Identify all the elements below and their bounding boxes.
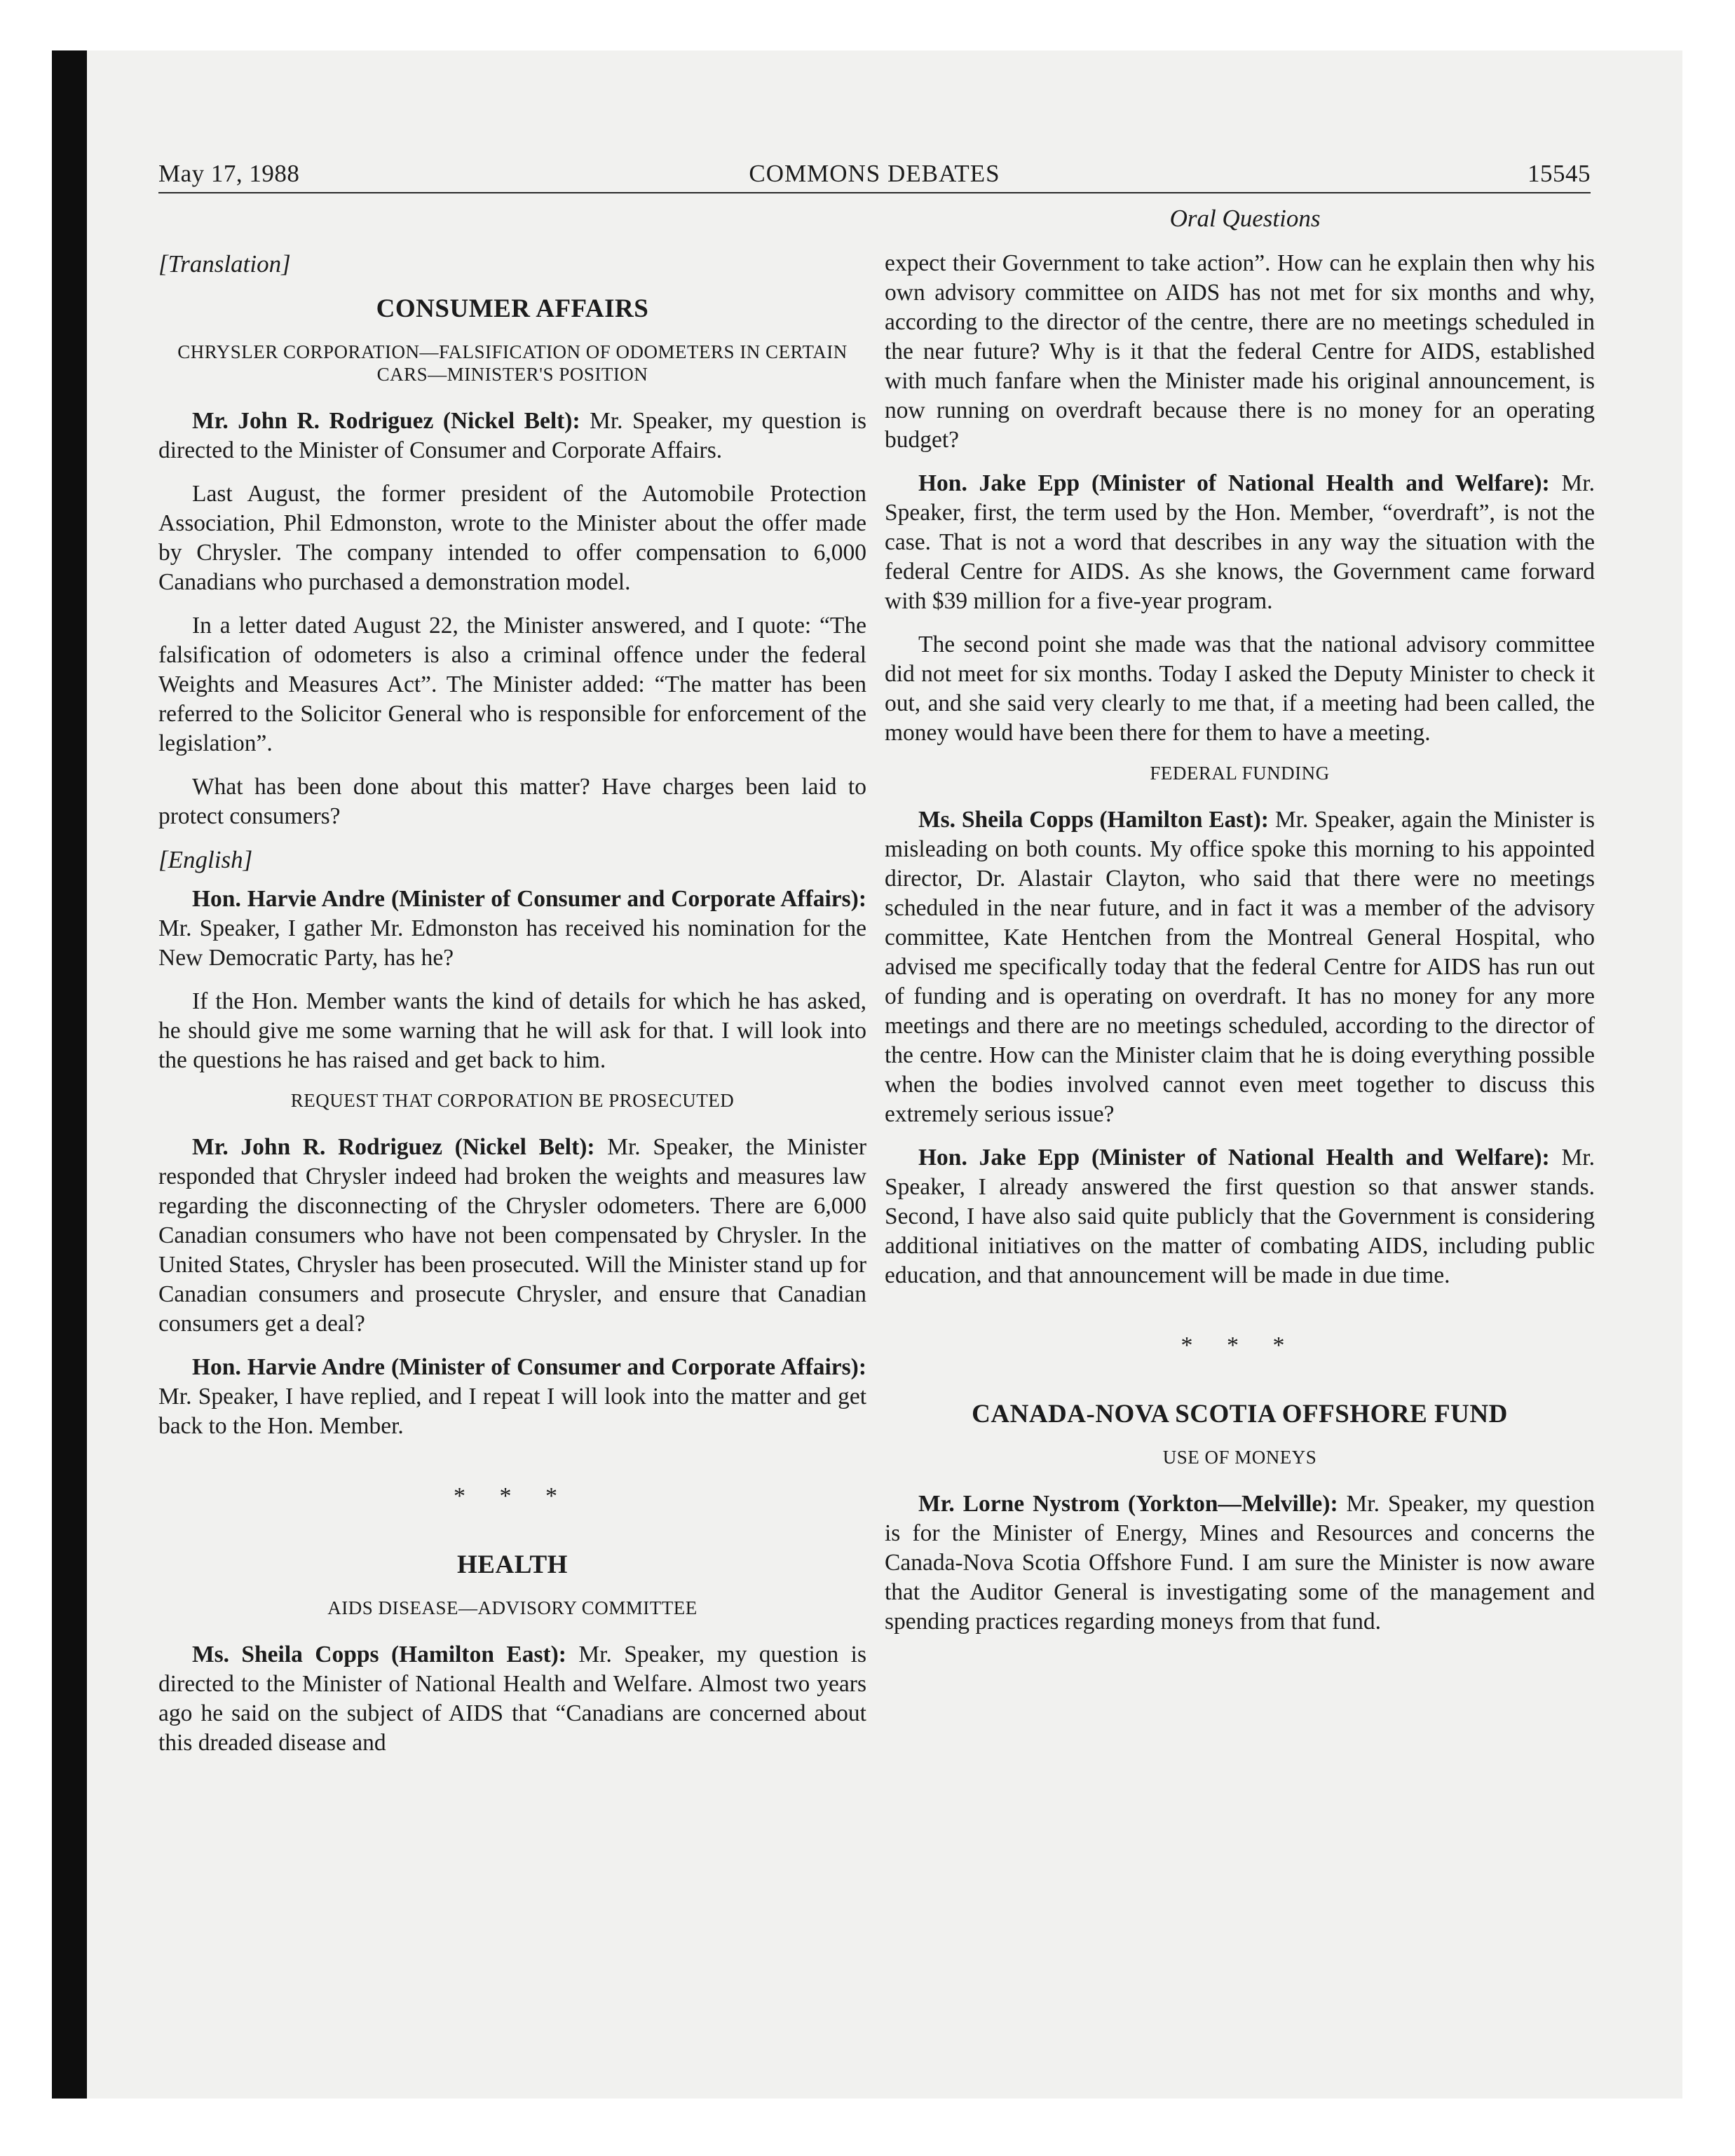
speaker-name: Hon. Harvie Andre (Minister of Consumer and Corporate Affairs): — [192, 886, 866, 912]
speaker-name: Mr. John R. Rodriguez (Nickel Belt): — [192, 408, 580, 434]
paragraph: What has been done about this matter? Have charges been laid to protect consumers? — [158, 774, 866, 829]
paragraph: expect their Government to take action”. How can he explain then why his own advisory committee on AIDS has not met for six months and why, according to the director of the centre, there are no meetings scheduled in the near future? Why is it that the federal Centre for AIDS, established with much fanfare when the Minister made his original announcement, is now running on overdraft because there is no money for an operating budget? — [885, 250, 1595, 453]
heading-offshore-fund: CANADA-NOVA SCOTIA OFFSHORE FUND — [972, 1400, 1508, 1428]
section-separator: * * * — [1181, 1332, 1299, 1358]
paragraph — [885, 469, 1595, 616]
speaker-name: Hon. Harvie Andre (Minister of Consumer and Corporate Affairs): — [192, 1354, 866, 1380]
paragraph — [885, 1489, 1595, 1637]
header-date: May 17, 1988 — [158, 160, 300, 187]
speech-text: Mr. Speaker, I gather Mr. Edmonston has received his nomination for the New Democratic Party, has he? — [158, 915, 866, 971]
speech-text: Mr. Speaker, first, the term used by the Hon. Member, “overdraft”, is not the case. That is not a word that describes in any way the situation with the federal Centre for AIDS. As she knows, the Government came forward with $39 million for a five-year program. — [885, 470, 1595, 614]
subheading-federal-funding: FEDERAL FUNDING — [1150, 763, 1330, 784]
speaker-name: Ms. Sheila Copps (Hamilton East): — [918, 807, 1269, 833]
right-column — [885, 249, 1595, 1651]
speech-text: Mr. Speaker, my question is directed to the Minister of Consumer and Corporate Affairs. — [158, 408, 866, 463]
page-number: 15545 — [1528, 160, 1591, 187]
subheading-use-of-moneys: USE OF MONEYS — [1162, 1447, 1317, 1468]
subheading-prosecution: REQUEST THAT CORPORATION BE PROSECUTED — [290, 1090, 735, 1111]
translation-note: [Translation] — [158, 250, 291, 278]
english-note: [English] — [158, 846, 253, 873]
speaker-name: Hon. Jake Epp (Minister of National Health and Welfare): — [918, 1145, 1550, 1171]
paragraph: Last August, the former president of the Automobile Protection Association, Phil Edmonston, wrote to the Minister about the offer made by Chrysler. The company intended to offer compensation to 6,000 Canadians who purchased a demonstration model. — [158, 481, 866, 595]
speech-text: Mr. Speaker, again the Minister is misleading on both counts. My office spoke this morning to his appointed director, Dr. Alastair Clayton, who said that there were no meetings scheduled in the near future, and in fact it was a member of the advisory committee, Kate Hentchen from the Montreal General Hospital, who advised me specifically today that the federal Centre for AIDS has run out of funding and is operating on overdraft. It has no money for any more meetings and there are no meetings scheduled, according to the director of the centre. How can the Minister claim that he is doing everything possible when the bodies involved cannot even meet together to discuss this extremely serious issue? — [885, 807, 1595, 1127]
heading-consumer-affairs: CONSUMER AFFAIRS — [376, 294, 649, 323]
speaker-name: Mr. John R. Rodriguez (Nickel Belt): — [192, 1134, 595, 1160]
page-header — [158, 156, 1591, 193]
paragraph — [885, 805, 1595, 1129]
header-title: COMMONS DEBATES — [749, 160, 1000, 187]
section-separator: * * * — [454, 1483, 571, 1509]
paragraph — [885, 1143, 1595, 1290]
scan-edge — [52, 50, 87, 2099]
heading-health: HEALTH — [457, 1550, 568, 1579]
section-label: Oral Questions — [1169, 205, 1321, 232]
subheading-chrysler: CHRYSLER CORPORATION—FALSIFICATION OF ODOMETERS IN CERTAIN CARS—MINISTER'S POSITION — [177, 341, 848, 385]
speech-text: Mr. Speaker, my question is for the Minister of Energy, Mines and Resources and concerns the Canada-Nova Scotia Offshore Fund. I am sure the Minister is now aware that the Auditor General is investigating some of the management and spending practices regarding moneys from that fund. — [885, 1491, 1595, 1635]
paragraph — [158, 1640, 866, 1758]
paragraph — [158, 885, 866, 973]
speech-text: Mr. Speaker, I have replied, and I repeat I will look into the matter and get back to the Hon. Member. — [158, 1384, 866, 1439]
left-column — [158, 250, 866, 1772]
paragraph — [158, 407, 866, 465]
speaker-name: Ms. Sheila Copps (Hamilton East): — [192, 1642, 566, 1667]
paragraph: In a letter dated August 22, the Minister answered, and I quote: “The falsification of odometers is also a criminal offence under the federal Weights and Measures Act”. The Minister added: “The matter has been referred to the Solicitor General who is responsible for enforcement of the legislation”. — [158, 613, 866, 756]
paragraph: The second point she made was that the national advisory committee did not meet for six months. Today I asked the Deputy Minister to check it out, and she said very clearly to me that, if a meeting had been called, the money would have been there for them to have a meeting. — [885, 632, 1595, 746]
paragraph — [158, 1353, 866, 1441]
speaker-name: Hon. Jake Epp (Minister of National Health and Welfare): — [918, 470, 1550, 496]
paragraph — [158, 1133, 866, 1339]
speech-text: Mr. Speaker, my question is directed to the Minister of National Health and Welfare. Almost two years ago he said on the subject of AIDS that “Canadians are concerned about this dreaded disease and — [158, 1642, 866, 1756]
speech-text: Mr. Speaker, the Minister responded that Chrysler indeed had broken the weights and measures law regarding the disconnecting of the Chrysler odometers. There are 6,000 Canadian consumers who have not been compensated by Chrysler. In the United States, Chrysler has been prosecuted. Will the Minister stand up for Canadian consumers and prosecute Chrysler, and ensure that Canadian consumers get a deal? — [158, 1134, 867, 1337]
subheading-aids: AIDS DISEASE—ADVISORY COMMITTEE — [327, 1597, 698, 1618]
speaker-name: Mr. Lorne Nystrom (Yorkton—Melville): — [918, 1491, 1338, 1517]
paragraph: If the Hon. Member wants the kind of details for which he has asked, he should give me some warning that he will ask for that. I will look into the questions he has raised and get back to him. — [158, 988, 866, 1073]
speech-text: Mr. Speaker, I already answered the first question so that answer stands. Second, I have also said quite publicly that the Government is considering additional initiatives on the matter of combating AIDS, including public education, and that announcement will be made in due time. — [885, 1145, 1595, 1288]
